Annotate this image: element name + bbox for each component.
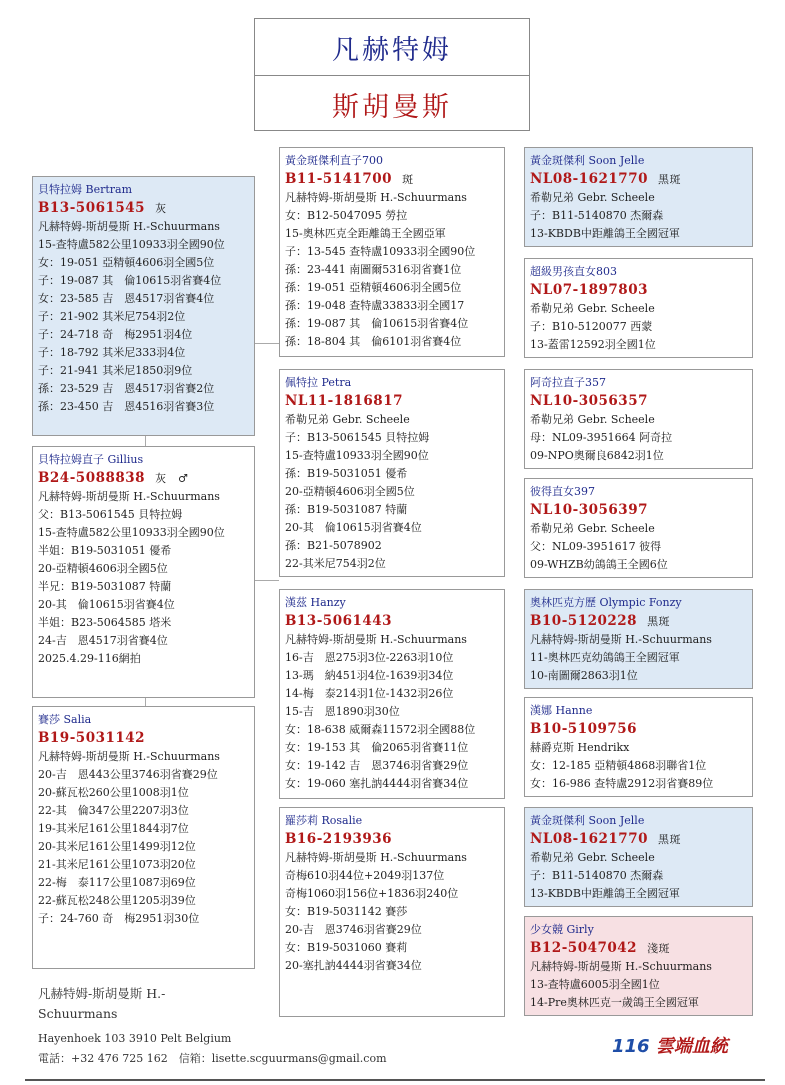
footer-contact: 電話：+32 476 725 162 信箱：lisette.scguurmans@gmail.com	[38, 1052, 387, 1065]
info-line: 希勒兄弟 Gebr. Scheele	[530, 522, 655, 535]
info-line: 赫爵克斯 Hendrikx	[530, 741, 630, 754]
pedigree-box-dam-2	[279, 807, 505, 1017]
bird-color: 斑	[402, 173, 414, 186]
info-line: 女：B19-5031060 賽莉	[285, 941, 408, 954]
ring-number	[530, 501, 747, 520]
info-line: 13-瑪 納451羽4位-1639羽34位	[285, 669, 454, 682]
info-line: 凡赫特姆-斯胡曼斯 H.-Schuurmans	[285, 191, 467, 204]
info-line: 孫：19-048 查特盧33833羽全國17	[285, 299, 465, 312]
info-line: 2025.4.29-116網拍	[38, 652, 141, 665]
info-line: 20-塞扎訥4444羽省賽34位	[285, 959, 422, 972]
info-line: 孫：18-804 其 倫6101羽省賽4位	[285, 335, 462, 348]
info-line: 女：B12-5047095 勞拉	[285, 209, 408, 222]
info-line: 09-NPO奧爾良6842羽1位	[530, 449, 664, 462]
title-box	[254, 18, 530, 131]
info-line: 13-蓋雷12592羽全國1位	[530, 338, 656, 351]
bird-name: 漢娜 Hanne	[530, 704, 593, 717]
info-line: 16-吉 恩275羽3位-2263羽10位	[285, 651, 454, 664]
info-line: 希勒兄弟 Gebr. Scheele	[530, 191, 655, 204]
info-line: 19-其米尼161公里1844羽7位	[38, 822, 189, 835]
info-line: 希勒兄弟 Gebr. Scheele	[530, 302, 655, 315]
footer-breeder	[38, 984, 165, 1024]
bird-name: 超級男孩直女803	[530, 265, 617, 278]
ring-number	[285, 612, 499, 631]
pedigree-box-gs1	[524, 147, 753, 247]
bird-name: 阿奇拉直子357	[530, 376, 606, 389]
pedigree-box-mother	[32, 706, 255, 969]
ring-number-text: B13-5061443	[285, 613, 393, 629]
info-line: 20-其 倫10615羽省賽4位	[285, 521, 422, 534]
ring-number	[530, 939, 747, 958]
ring-number	[38, 199, 249, 218]
info-line: 孫：23-450 吉 恩4516羽省賽3位	[38, 400, 215, 413]
connector	[255, 580, 279, 581]
info-line: 女：B19-5031142 賽莎	[285, 905, 408, 918]
ring-number	[530, 392, 747, 411]
ring-number-text: B12-5047042	[530, 940, 638, 956]
info-line: 13-查特盧6005羽全國1位	[530, 978, 660, 991]
ring-number-text: NL08-1621770	[530, 831, 648, 847]
info-line: 子：19-087 其 倫10615羽省賽4位	[38, 274, 222, 287]
info-line: 孫：B19-5031087 特蘭	[285, 503, 408, 516]
info-line: 父：B13-5061545 貝特拉姆	[38, 508, 183, 521]
bird-name: 佩特拉 Petra	[285, 376, 352, 389]
logo-text: 雲端血統	[655, 1036, 728, 1057]
bird-name: 賽莎 Salia	[38, 713, 92, 726]
ring-number	[530, 612, 747, 631]
info-line: 女：19-051 亞精頓4606羽全國5位	[38, 256, 215, 269]
pedigree-box-gs2	[524, 369, 753, 469]
info-line: 孫：23-441 南圖爾5316羽省賽1位	[285, 263, 462, 276]
bird-name: 黃金斑傑利 Soon Jelle	[530, 154, 645, 167]
info-line: 母：NL09-3951664 阿奇拉	[530, 431, 673, 444]
info-line: 子：18-792 其米尼333羽4位	[38, 346, 186, 359]
info-line: 10-南圖爾2863羽1位	[530, 669, 638, 682]
bird-name: 黃金斑傑利 Soon Jelle	[530, 814, 645, 827]
info-line: 凡赫特姆-斯胡曼斯 H.-Schuurmans	[530, 960, 712, 973]
info-line: 15-奧林匹克全距離鴿王全國亞軍	[285, 227, 446, 240]
pedigree-box-sibling	[32, 446, 255, 698]
info-line: 子：B11-5140870 杰爾森	[530, 209, 664, 222]
bottom-rule	[25, 1079, 765, 1081]
info-line: 22-其 倫347公里2207羽3位	[38, 804, 189, 817]
info-line: 15-查特盧582公里10933羽全國90位	[38, 238, 225, 251]
info-line: 20-亞精頓4606羽全國5位	[38, 562, 168, 575]
info-line: 子：21-902 其米尼754羽2位	[38, 310, 186, 323]
info-line: 子：24-718 奇 梅2951羽4位	[38, 328, 193, 341]
info-line: 子：21-941 其米尼1850羽9位	[38, 364, 193, 377]
footer-address: Hayenhoek 103 3910 Pelt Belgium	[38, 1032, 232, 1045]
bird-name: 少女競 Girly	[530, 923, 594, 936]
pedigree-box-gd3	[524, 697, 753, 797]
info-line: 22-蘇瓦松248公里1205羽39位	[38, 894, 196, 907]
footer-breeder-line2: Schuurmans	[38, 1006, 118, 1021]
ring-number-text: B11-5141700	[285, 171, 393, 187]
info-line: 女：19-153 其 倫2065羽省賽11位	[285, 741, 469, 754]
info-line: 24-吉 恩4517羽省賽4位	[38, 634, 168, 647]
info-line: 20-蘇瓦松260公里1008羽1位	[38, 786, 189, 799]
bird-name: 漢茲 Hanzy	[285, 596, 346, 609]
bird-color: 灰	[155, 202, 167, 215]
bird-color: 灰 ♂	[155, 472, 189, 485]
info-line: 子：B13-5061545 貝特拉姆	[285, 431, 430, 444]
info-line: 20-其 倫10615羽省賽4位	[38, 598, 175, 611]
info-line: 希勒兄弟 Gebr. Scheele	[285, 413, 410, 426]
ring-number	[285, 830, 499, 849]
ring-number-text: B24-5088838	[38, 470, 146, 486]
ring-number	[530, 170, 747, 189]
pedigree-box-sire-2	[279, 589, 505, 799]
title-loft-name: 凡赫特姆	[255, 19, 529, 76]
info-line: 14-Pre奧林匹克一歲鴿王全國冠軍	[530, 996, 699, 1009]
ring-number	[38, 729, 249, 748]
info-line: 20-亞精頓4606羽全國5位	[285, 485, 415, 498]
info-line: 14-梅 泰214羽1位-1432羽26位	[285, 687, 454, 700]
ring-number-text: B19-5031142	[38, 730, 146, 746]
info-line: 凡赫特姆-斯胡曼斯 H.-Schuurmans	[38, 750, 220, 763]
info-line: 15-查特盧582公里10933羽全國90位	[38, 526, 225, 539]
info-line: 孫：B19-5031051 優希	[285, 467, 408, 480]
connector	[145, 436, 146, 446]
info-line: 奇梅610羽44位+2049羽137位	[285, 869, 445, 882]
info-line: 孫：23-529 吉 恩4517羽省賽2位	[38, 382, 215, 395]
bird-color: 淺斑	[647, 942, 671, 955]
bird-color: 黑斑	[657, 173, 681, 186]
connector	[255, 343, 279, 344]
info-line: 孫：19-051 亞精頓4606羽全國5位	[285, 281, 462, 294]
pedigree-box-sire	[279, 147, 505, 357]
bird-name: 貝特拉姆直子 Gillius	[38, 453, 144, 466]
info-line: 09-WHZB幼鴿鴿王全國6位	[530, 558, 668, 571]
info-line: 子：B11-5140870 杰爾森	[530, 869, 664, 882]
info-line: 凡赫特姆-斯胡曼斯 H.-Schuurmans	[38, 220, 220, 233]
info-line: 希勒兄弟 Gebr. Scheele	[530, 413, 655, 426]
info-line: 子：B10-5120077 西蒙	[530, 320, 653, 333]
logo	[612, 1032, 728, 1058]
ring-number	[530, 830, 747, 849]
ring-number-text: B13-5061545	[38, 200, 146, 216]
pedigree-box-gd2	[524, 478, 753, 578]
bird-name: 羅莎莉 Rosalie	[285, 814, 363, 827]
bird-color: 黑斑	[657, 833, 681, 846]
info-line: 22-其米尼754羽2位	[285, 557, 386, 570]
info-line: 奇梅1060羽156位+1836羽240位	[285, 887, 459, 900]
ring-number-text: NL11-1816817	[285, 393, 403, 409]
pedigree-box-dam	[279, 369, 505, 577]
pedigree-box-gd1	[524, 258, 753, 358]
info-line: 父：NL09-3951617 彼得	[530, 540, 662, 553]
bird-name: 貝特拉姆 Bertram	[38, 183, 133, 196]
info-line: 女：23-585 吉 恩4517羽省賽4位	[38, 292, 215, 305]
info-line: 20-吉 恩443公里3746羽省賽29位	[38, 768, 218, 781]
ring-number-text: NL10-3056357	[530, 393, 648, 409]
info-line: 13-KBDB中距離鴿王全國冠軍	[530, 887, 680, 900]
info-line: 女：12-185 亞精頓4868羽聯省1位	[530, 759, 707, 772]
ring-number-text: B10-5120228	[530, 613, 638, 629]
logo-number: 116	[612, 1036, 650, 1057]
ring-number	[285, 170, 499, 189]
info-line: 孫：B21-5078902	[285, 539, 382, 552]
info-line: 子：13-545 查特盧10933羽全國90位	[285, 245, 476, 258]
pedigree-box-gs3	[524, 589, 753, 689]
info-line: 13-KBDB中距離鴿王全國冠軍	[530, 227, 680, 240]
info-line: 女：19-060 塞扎訥4444羽省賽34位	[285, 777, 469, 790]
ring-number	[530, 720, 747, 739]
ring-number-text: B16-2193936	[285, 831, 393, 847]
info-line: 子：24-760 奇 梅2951羽30位	[38, 912, 200, 925]
bird-name: 彼得直女397	[530, 485, 595, 498]
bird-color: 黑斑	[647, 615, 671, 628]
info-line: 孫：19-087 其 倫10615羽省賽4位	[285, 317, 469, 330]
info-line: 15-查特盧10933羽全國90位	[285, 449, 429, 462]
info-line: 凡赫特姆-斯胡曼斯 H.-Schuurmans	[285, 633, 467, 646]
connector	[145, 698, 146, 706]
info-line: 21-其米尼161公里1073羽20位	[38, 858, 196, 871]
ring-number	[38, 469, 249, 488]
ring-number-text: NL07-1897803	[530, 282, 648, 298]
ring-number-text: NL10-3056397	[530, 502, 648, 518]
info-line: 希勒兄弟 Gebr. Scheele	[530, 851, 655, 864]
info-line: 凡赫特姆-斯胡曼斯 H.-Schuurmans	[38, 490, 220, 503]
info-line: 半姐：B19-5031051 優希	[38, 544, 172, 557]
bird-name: 黃金斑傑利直子700	[285, 154, 383, 167]
pedigree-box-gs4	[524, 807, 753, 907]
info-line: 女：18-638 威爾森11572羽全國88位	[285, 723, 476, 736]
info-line: 半姐：B23-5064585 塔米	[38, 616, 172, 629]
ring-number	[530, 281, 747, 300]
ring-number-text: B10-5109756	[530, 721, 638, 737]
info-line: 半兄：B19-5031087 特蘭	[38, 580, 172, 593]
info-line: 凡赫特姆-斯胡曼斯 H.-Schuurmans	[530, 633, 712, 646]
pedigree-box-gd4	[524, 916, 753, 1016]
info-line: 22-梅 泰117公里1087羽69位	[38, 876, 196, 889]
info-line: 15-吉 恩1890羽30位	[285, 705, 400, 718]
info-line: 11-奧林匹克幼鴿鴿王全國冠軍	[530, 651, 680, 664]
bird-name: 奧林匹克方歷 Olympic Fonzy	[530, 596, 682, 609]
info-line: 凡赫特姆-斯胡曼斯 H.-Schuurmans	[285, 851, 467, 864]
pedigree-box-subject	[32, 176, 255, 436]
title-loft-name-2: 斯胡曼斯	[332, 91, 452, 123]
info-line: 女：16-986 查特盧2912羽省賽89位	[530, 777, 714, 790]
info-line: 20-其米尼161公里1499羽12位	[38, 840, 196, 853]
ring-number	[285, 392, 499, 411]
footer-breeder-line1: 凡赫特姆-斯胡曼斯 H.-	[38, 986, 166, 1001]
info-line: 女：19-142 吉 恩3746羽省賽29位	[285, 759, 469, 772]
ring-number-text: NL08-1621770	[530, 171, 648, 187]
info-line: 20-吉 恩3746羽省賽29位	[285, 923, 422, 936]
